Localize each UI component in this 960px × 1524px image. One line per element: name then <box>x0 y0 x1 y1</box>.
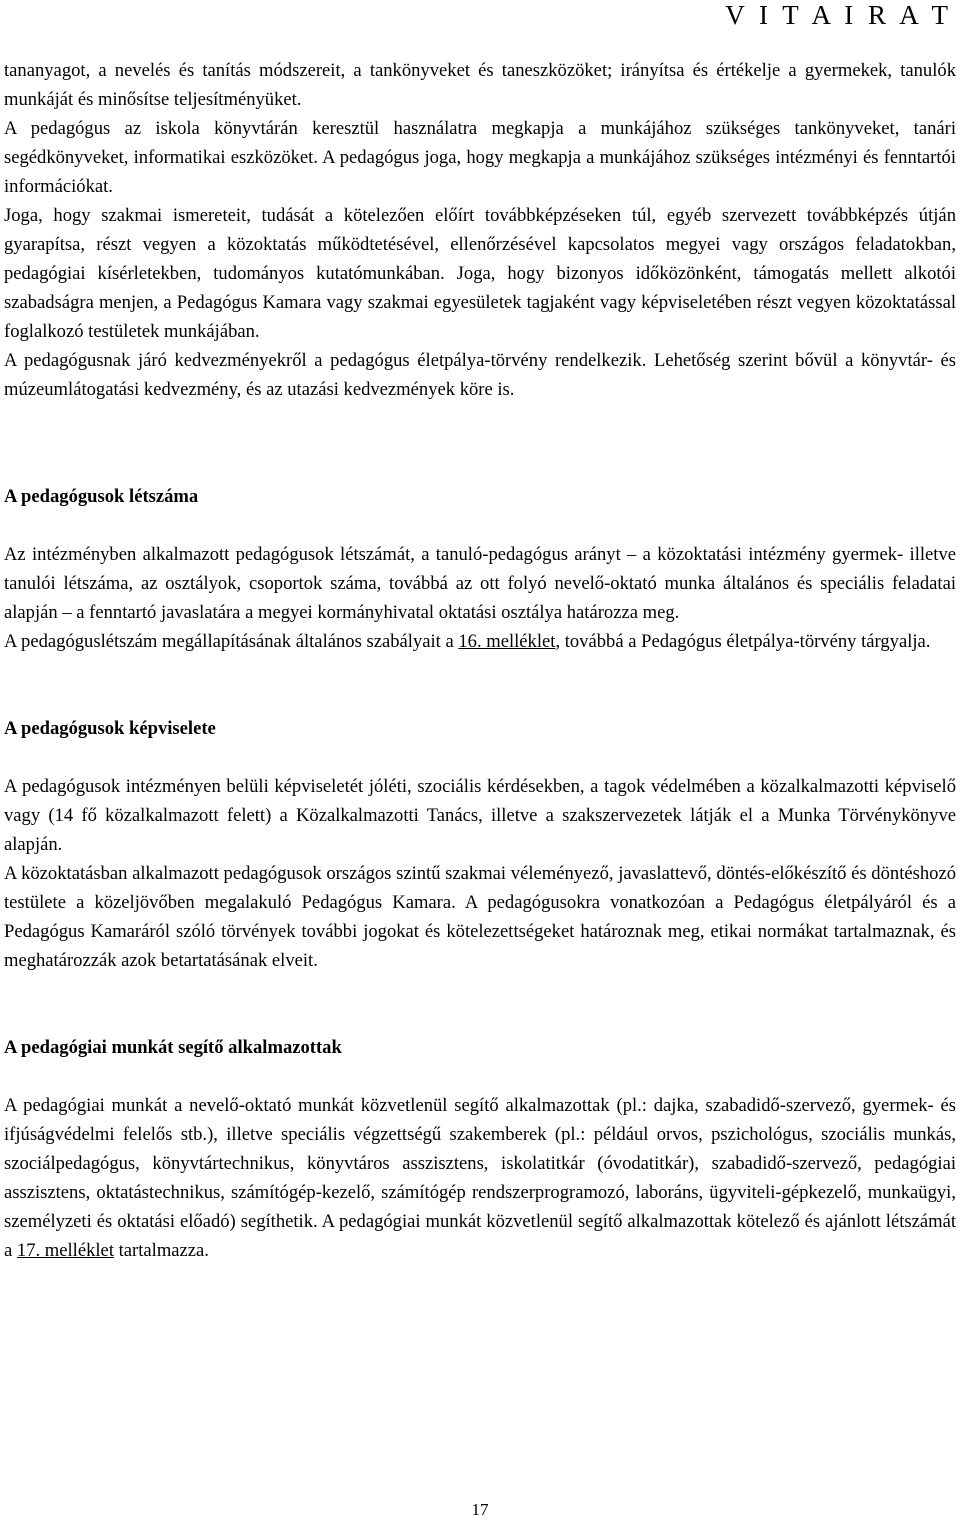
page-header-title: V I T A I R A T <box>725 0 952 30</box>
representation-paragraph-2: A közoktatásban alkalmazott pedagógusok országos szintű szakmai véleményező, javaslattevő, döntés-előkészítő és döntéshozó testülete a közeljövőben megalakuló Pedagógus Kamara. A pedagógusokra vonatkozóan a Pedagógus életpályáról és a Pedagógus Kamaráról szóló törvények további jogokat és kötelezettségeket határoznak meg, etikai normákat tartalmaznak, és meghatározzák azok betartatásának elveit. <box>4 863 956 971</box>
staff-count-paragraph-1: Az intézményben alkalmazott pedagógusok létszámát, a tanuló-pedagógus arányt – a közoktatási intézmény gyermek- illetve tanulói létszáma, az osztályok, csoportok száma, továbbá az ott folyó nevelő-oktató munka általános és speciális feladatai alapján – a fenntartó javaslatára a megyei kormányhivatal oktatási osztálya határozza meg. <box>4 544 956 623</box>
section-heading-representation: A pedagógusok képviselete <box>4 718 216 739</box>
staff-count-paragraph-2 <box>4 627 956 656</box>
section-heading-assistants: A pedagógiai munkát segítő alkalmazottak <box>4 1037 342 1058</box>
section-heading-staff-count: A pedagógusok létszáma <box>4 486 199 507</box>
intro-paragraph-2: A pedagógus az iskola könyvtárán keresztül használatra megkapja a munkájához szükséges tankönyveket, tanári segédkönyveket, informatikai eszközöket. A pedagógus joga, hogy megkapja a munkájához szükséges intézményi és fenntartói információkat. <box>4 118 956 197</box>
assistants-text-after-link: tartalmazza. <box>113 1240 209 1261</box>
page-number: 17 <box>471 1500 489 1519</box>
annex-16-link[interactable]: 16. melléklet <box>458 631 556 652</box>
intro-paragraph-4: A pedagógusnak járó kedvezményekről a pedagógus életpálya-törvény rendelkezik. Lehetőség szerint bővül a könyvtár- és múzeumlátogatási kedvezmény, és az utazási kedvezmények köre is. <box>4 350 956 400</box>
intro-paragraph-1: tananyagot, a nevelés és tanítás módszereit, a tankönyveket és taneszközöket; irányítsa és értékelje a gyermekek, tanulók munkáját és minősítse teljesítményüket. <box>4 60 956 110</box>
intro-paragraph-3: Joga, hogy szakmai ismereteit, tudását a kötelezően előírt továbbképzéseken túl, egyéb szervezett továbbképzés útján gyarapítsa, részt vegyen a közoktatás működtetésével, ellenőrzésével kapcsolatos megyei vagy országos feladatokban, pedagógiai kísérletekben, tudományos kutatómunkában. Joga, hogy bizonyos időközönként, támogatás mellett alkotói szabadságra menjen, a Pedagógus Kamara vagy szakmai egyesületek tagjaként vagy képviseletében részt vegyen közoktatással foglalkozó testületek munkájában. <box>4 205 956 342</box>
assistants-paragraph-1 <box>4 1091 956 1265</box>
staff-count-text-after-link: , továbbá a Pedagógus életpálya-törvény tárgyalja. <box>555 631 931 652</box>
annex-17-link[interactable]: 17. melléklet <box>16 1240 114 1261</box>
assistants-text-before-link: A pedagógiai munkát a nevelő-oktató munkát közvetlenül segítő alkalmazottak (pl.: dajka, szabadidő-szervező, gyermek- és ifjúságvédelmi felelős stb.), illetve speciális végzettségű szakemberek (pl.: például orvos, pszichológus, szociális munkás, szociálpedagógus, könyvtártechnikus, könyvtáros asszisztens, iskolatitkár (óvodatitkár), szabadidő-szervező, pedagógiai asszisztens, oktatástechnikus, számítógép-kezelő, számítógép rendszerprogramozó, laboráns, ügyviteli-gépkezelő, munkaügyi, személyzeti és oktatási előadó) segíthetik. A pedagógiai munkát közvetlenül segítő alkalmazottak kötelező és ajánlott létszámát a <box>4 1095 956 1261</box>
staff-count-text-before-link: A pedagóguslétszám megállapításának általános szabályait a <box>4 631 459 652</box>
representation-paragraph-1: A pedagógusok intézményen belüli képviseletét jóléti, szociális kérdésekben, a tagok védelmében a közalkalmazotti képviselő vagy (14 fő közalkalmazott felett) a Közalkalmazotti Tanács, illetve a szakszervezetek látják el a Munka Törvénykönyve alapján. <box>4 776 956 855</box>
